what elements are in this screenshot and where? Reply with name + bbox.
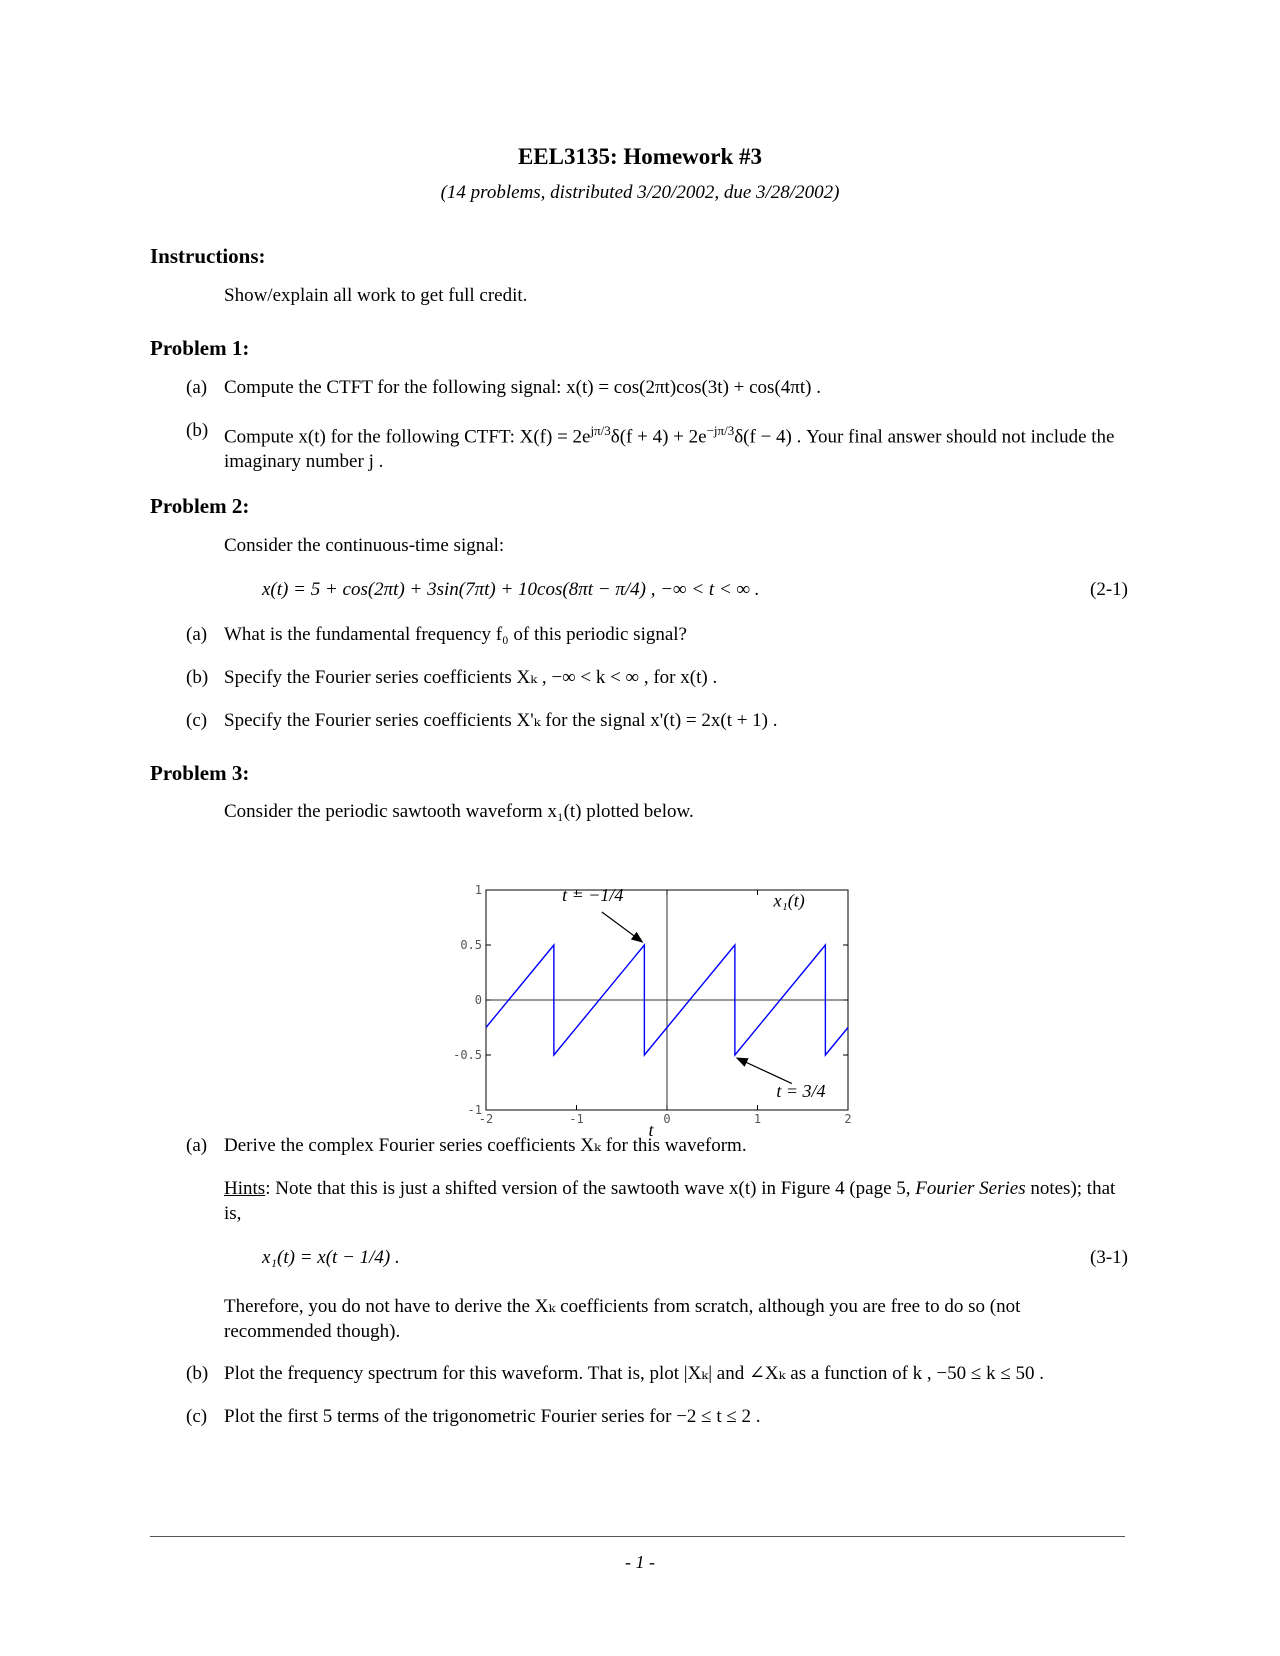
annotation-arrow bbox=[737, 1058, 792, 1084]
problem2-equation: x(t) = 5 + cos(2πt) + 3sin(7πt) + 10cos(8πt − π/4) , −∞ < t < ∞ . bbox=[262, 579, 760, 600]
instructions-heading: Instructions: bbox=[150, 244, 266, 268]
page-number: - 1 - bbox=[625, 1552, 655, 1572]
problem1-b-text: Compute x(t) for the following CTFT: $X(f) = 2e^{j\pi/3}\delta(f + 4) + 2e^{-j\pi/3}\delta(f - 4)$ . Your final answer should not include the imaginary number j . bbox=[224, 423, 1115, 473]
footer-divider bbox=[150, 1536, 1125, 1537]
annotation-t-minus-quarter: t = −1/4 bbox=[562, 885, 624, 905]
x-tick-label: 1 bbox=[753, 1112, 762, 1126]
x-tick-label: -2 bbox=[478, 1112, 494, 1126]
page-title: EEL3135: Homework #3 bbox=[517, 144, 763, 169]
problem2-part-c: (c) Specify the Fourier series coefficients X'ₖ for the signal x'(t) = 2x(t + 1) . bbox=[186, 710, 778, 731]
problem3-heading: Problem 3: bbox=[150, 761, 250, 785]
y-tick-label: 0.5 bbox=[460, 938, 482, 952]
problem3-intro: Consider the periodic sawtooth waveform x₁(t) plotted below. bbox=[224, 801, 694, 822]
problem1-b-label: (b) bbox=[186, 420, 209, 441]
problem3-part-b: (b) Plot the frequency spectrum for this waveform. That is, plot |Xₖ| and ∠Xₖ as a function of k , −50 ≤ k ≤ 50 . bbox=[186, 1363, 1045, 1384]
problem3-part-c: (c) Plot the first 5 terms of the trigonometric Fourier series for −2 ≤ t ≤ 2 . bbox=[186, 1406, 761, 1427]
page-subtitle: (14 problems, distributed 3/20/2002, due 3/28/2002) bbox=[440, 182, 840, 203]
problem3-therefore: Therefore, you do not have to derive the Xₖ coefficients from scratch, although you are free to do so (not recommended though). bbox=[224, 1296, 1021, 1342]
y-tick-label: 1 bbox=[474, 883, 482, 897]
y-tick-label: 0 bbox=[474, 993, 482, 1007]
x-axis-label: t bbox=[648, 1120, 654, 1140]
series-label: x₁(t) bbox=[773, 890, 805, 911]
problem1-part-a bbox=[186, 375, 1126, 400]
problem1-heading: Problem 1: bbox=[150, 336, 250, 360]
problem2-equation-number: (2-1) bbox=[1090, 579, 1128, 600]
hints-label: Hints bbox=[224, 1178, 266, 1199]
problem2-part-a: (a) What is the fundamental frequency f₀ of this periodic signal? bbox=[186, 624, 687, 645]
x-tick-label: 0 bbox=[663, 1112, 671, 1126]
y-tick-label: -0.5 bbox=[453, 1048, 482, 1062]
problem1-a-text: Compute the CTFT for the following signal: x(t) = cos(2πt)cos(3t) + cos(4πt) . bbox=[224, 377, 821, 398]
sawtooth-plot bbox=[440, 880, 880, 1140]
problem3-hints: Hints: Note that this is just a shifted version of the sawtooth wave x(t) in Figure 4 (page 5, Fourier Series notes); that is, bbox=[224, 1178, 1116, 1224]
x-tick-label: 2 bbox=[844, 1112, 852, 1126]
problem3-part-a: (a) Derive the complex Fourier series coefficients Xₖ for this waveform. bbox=[186, 1135, 747, 1156]
problem3-equation: x₁(t) = x(t − 1/4) . bbox=[262, 1247, 400, 1268]
y-tick-label: -1 bbox=[467, 1103, 482, 1117]
problem2-heading: Problem 2: bbox=[150, 494, 250, 518]
problem2-intro: Consider the continuous-time signal: bbox=[224, 535, 505, 556]
problem3-equation-number: (3-1) bbox=[1090, 1247, 1128, 1268]
annotation-t-three-quarters: t = 3/4 bbox=[776, 1080, 826, 1101]
problem1-part-b bbox=[186, 418, 1126, 474]
problem1-a-label: (a) bbox=[186, 377, 208, 398]
annotation-arrow bbox=[602, 912, 643, 942]
instructions-text: Show/explain all work to get full credit. bbox=[224, 285, 528, 306]
x-tick-label: -1 bbox=[569, 1112, 584, 1126]
problem2-part-b: (b) Specify the Fourier series coefficients Xₖ , −∞ < k < ∞ , for x(t) . bbox=[186, 667, 718, 688]
